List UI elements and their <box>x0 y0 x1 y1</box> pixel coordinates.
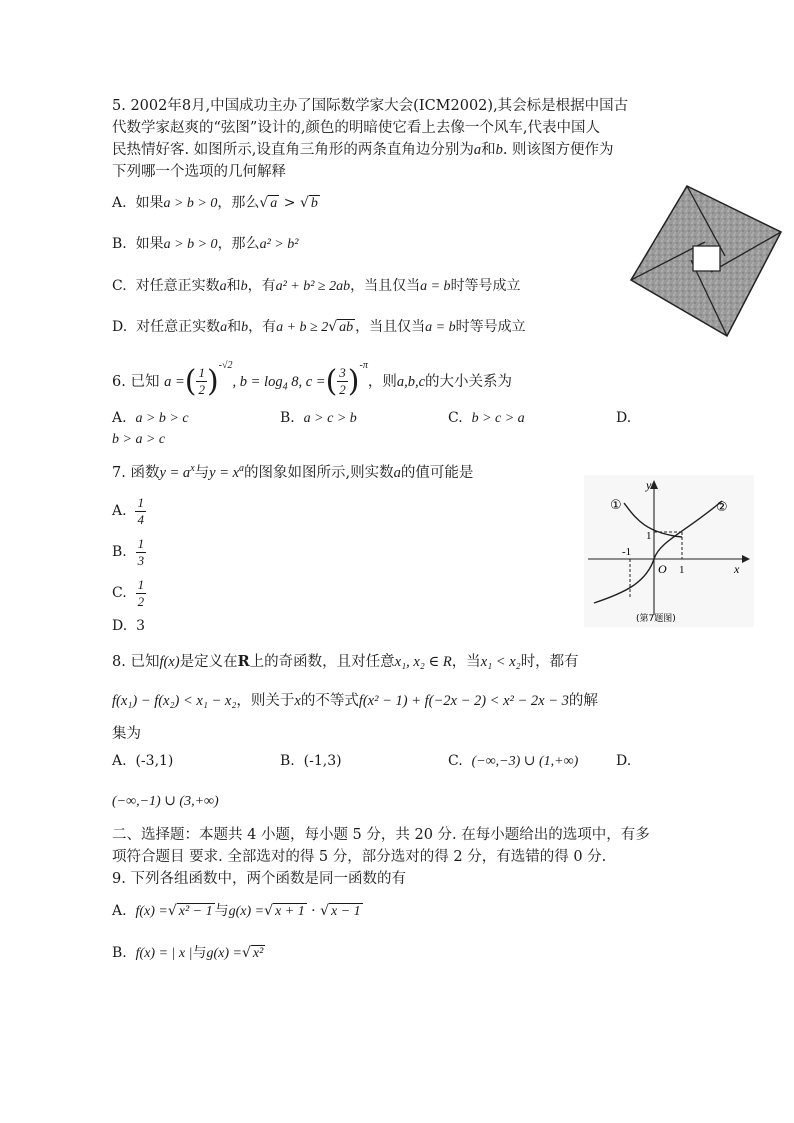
q6-frac-2: $\frac{3}{2}$ <box>339 365 346 398</box>
q8-ineq-2: f(x² − 1) + f(−2x − 2) < x² − 2x − 3 <box>358 693 569 709</box>
q8-option-a <box>112 753 173 769</box>
q6-option-d: b > a > c <box>112 432 166 447</box>
q8-line-1 <box>112 650 579 671</box>
option-math: a = b <box>425 320 456 335</box>
option-math: a > c > b <box>303 411 357 426</box>
option-text: 和 <box>226 278 241 294</box>
q8-text: 时，都有 <box>520 654 579 670</box>
q8-text: 的解 <box>568 693 598 709</box>
option-math: b > c > a <box>471 411 525 426</box>
q8-text: 是定义在 <box>179 654 238 670</box>
q8-option-d: (−∞,−1) ∪ (3,+∞) <box>112 794 219 809</box>
tick-label-xm1: -1 <box>622 546 632 558</box>
option-label: A. <box>112 903 127 919</box>
option-text: 如果 <box>135 236 164 252</box>
q5-and: 和 <box>481 142 496 158</box>
q6-vars: a,b,c <box>396 373 426 390</box>
q9-stem: 9. 下列各组函数中，两个函数是同一函数的有 <box>112 871 406 887</box>
option-text: 对任意正实数 <box>136 319 221 335</box>
q7-f2-exp: a <box>239 463 245 475</box>
q6-prefix: 6. 已知 <box>112 373 160 390</box>
q6-log-base: 4 <box>282 381 288 393</box>
option-label: D. <box>112 618 128 634</box>
option-math: a <box>270 196 278 211</box>
q9-option-a: A. f(x) =√ x² − 1 与g(x) =√ x + 1 · √ x − 1 <box>112 903 361 919</box>
option-label: A. <box>112 753 127 769</box>
q7-var: a <box>393 465 401 481</box>
option-value: (-3,1) <box>135 753 174 769</box>
option-math: ab <box>339 320 354 335</box>
curve-1-label: ① <box>610 498 622 513</box>
option-text: 与 <box>192 945 207 961</box>
q8-text: 上的奇函数，且对任意 <box>249 654 395 670</box>
q7-f2: y = x <box>209 465 240 481</box>
axis-label-x: x <box>734 562 740 576</box>
option-label: B. <box>280 753 295 769</box>
q5-var-b: b <box>495 142 503 158</box>
q6-suffix-2: 的大小关系为 <box>425 373 513 390</box>
option-text: 对任意正实数 <box>135 278 220 294</box>
option-label: C. <box>448 410 463 426</box>
q7-with: 与 <box>194 465 210 481</box>
option-math: x + 1 <box>275 904 305 919</box>
q8-cond: x₁ < x₂ <box>480 654 521 670</box>
option-math: · <box>306 903 321 919</box>
option-math: a + b ≥ 2 <box>276 320 329 335</box>
option-math: g(x) = <box>228 904 265 919</box>
q6-b-eq: , b = log <box>232 373 283 390</box>
tick-label-y1: 1 <box>646 530 652 542</box>
option-label: B. <box>112 945 127 961</box>
q8-option-b <box>280 753 342 769</box>
option-label: B. <box>112 236 127 252</box>
q5-option-d: D. 对任意正实数a和b，有a + b ≥ 2√ ab ，当且仅当a = b时等号成立 <box>112 319 526 335</box>
option-math: f(x) = <box>135 904 168 919</box>
inner-square <box>693 246 720 271</box>
q5-line-3-text: 民热情好客. 如图所示,设直角三角形的两条直角边分别为 <box>112 142 474 158</box>
option-label: A. <box>112 195 127 211</box>
q6-stem: 6. 已知 a =( $\frac{1}{2}$ )$^{-√2}$, $b = \log_4 8$, c =( $\frac{3}{2}$ )$^{-\pi}$，则a,b,c的大小关系为 <box>112 360 513 399</box>
q8-line-3: 集为 <box>112 726 141 742</box>
q5-line-3 <box>112 139 614 161</box>
q5-option-c <box>112 275 521 295</box>
q6-a-eq: a = <box>164 373 185 390</box>
option-text: ，那么 <box>217 195 260 211</box>
q6-frac-1: $\frac{1}{2}$ <box>198 365 205 398</box>
option-math: x² − 1 <box>178 904 213 919</box>
option-text: 与 <box>214 903 229 919</box>
option-math: a² + b² ≥ 2ab <box>275 279 351 294</box>
axis-label-y: y <box>646 478 652 492</box>
option-label: D. <box>112 319 128 335</box>
option-text: 时等号成立 <box>455 319 526 335</box>
option-text: ，当且仅当 <box>350 278 421 294</box>
option-label: A. <box>112 503 127 519</box>
q6-option-a <box>112 410 189 427</box>
q6-exp-2: -π <box>359 360 368 371</box>
q7-suffix-2: 的值可能是 <box>400 465 474 481</box>
option-math: a = b <box>420 279 451 294</box>
q7-f1-exp: x <box>190 463 195 475</box>
q6-b-arg: 8, c = <box>287 373 326 390</box>
q5-option-b <box>112 233 298 253</box>
option-math: a² > b² <box>259 237 299 252</box>
option-text: ，那么 <box>217 236 260 252</box>
q7-option-b <box>112 535 146 569</box>
q7-option-a <box>112 494 146 528</box>
q8-x: x <box>294 693 301 709</box>
option-label: B. <box>112 544 127 560</box>
tick-label-x1: 1 <box>679 564 685 576</box>
option-label: A. <box>112 410 127 426</box>
q8-option-c <box>448 753 578 770</box>
option-math: a > b > 0 <box>163 196 218 211</box>
curve-2-label: ② <box>716 500 728 515</box>
q8-text: ，则关于 <box>236 693 295 709</box>
q8-ineq: f(x₁) − f(x₂) < x₁ − x₂ <box>112 693 237 709</box>
option-math: b <box>241 320 249 335</box>
q8-text: 的不等式 <box>300 693 359 709</box>
option-text: ，有 <box>247 278 276 294</box>
option-math: x² <box>252 946 264 961</box>
origin-label: O <box>658 562 667 576</box>
option-label: C. <box>112 585 127 601</box>
option-label: C. <box>448 753 463 769</box>
section-2-line-1: 二、选择题：本题共 4 小题，每小题 5 分，共 20 分. 在每小题给出的选项中，有多 <box>112 827 650 843</box>
option-math: > <box>279 195 300 211</box>
q8-prefix: 8. 已知 <box>112 654 160 670</box>
option-math: a <box>220 320 228 335</box>
option-text: 和 <box>227 319 242 335</box>
q8-fx: f(x) <box>159 654 180 670</box>
option-math: a > b > c <box>135 411 189 426</box>
option-math: x − 1 <box>331 904 361 919</box>
q7-prefix: 7. 函数 <box>112 465 160 481</box>
option-value: (-1,3) <box>303 753 342 769</box>
option-text: ，当且仅当 <box>355 319 426 335</box>
option-math: f(x) = | x | <box>135 946 193 961</box>
q6-option-c <box>448 410 525 427</box>
option-text: ，有 <box>248 319 277 335</box>
q6-exp-1: -√2 <box>218 360 233 371</box>
section-2-line-2: 项符合题目 要求. 全部选对的得 5 分，部分选对的得 2 分，有选错的得 0 分. <box>112 849 607 865</box>
option-math: b <box>240 279 248 294</box>
q7-option-c <box>112 576 146 610</box>
q5-option-a: A. 如果a > b > 0，那么√ a > √ b <box>112 195 318 211</box>
figure-caption: (第7题图) <box>636 614 676 624</box>
q6-suffix: ，则 <box>367 373 397 390</box>
q6-option-d-label: D. <box>616 410 632 426</box>
q7-stem <box>112 461 473 482</box>
q8-vars: x₁, x₂ ∈ R <box>394 654 452 670</box>
option-text: 时等号成立 <box>450 278 521 294</box>
option-label: C. <box>112 278 127 294</box>
option-value: (−∞,−3) ∪ (1,+∞) <box>471 754 579 769</box>
q8-line-2 <box>112 689 598 710</box>
option-math: a > b > 0 <box>163 237 218 252</box>
q7-graph <box>584 475 754 627</box>
q5-var-a: a <box>473 142 482 158</box>
q5-line-3-end: . 则该图方便作为 <box>502 142 614 158</box>
option-math: g(x) = <box>206 946 242 961</box>
option-label: B. <box>280 410 295 426</box>
q5-line-4: 下列哪一个选项的几何解释 <box>112 164 286 180</box>
q8-real-set: R <box>237 653 250 670</box>
q9-option-b: B. f(x) = | x |与g(x) =√ x² <box>112 945 264 961</box>
q7-f1: y = a <box>159 465 191 481</box>
q5-line-2: 代数学家赵爽的“弦图”设计的,颜色的明暗使它看上去像一个风车,代表中国人 <box>112 120 601 136</box>
q7-suffix: 的图象如图所示,则实数 <box>244 465 394 481</box>
option-value: 3 <box>136 618 146 634</box>
q6-option-b <box>280 410 357 427</box>
q5-line-1: 5. 2002年8月,中国成功主办了国际数学家大会(ICM2002),其会标是根据中国古 <box>112 98 629 114</box>
q7-option-d <box>112 618 145 634</box>
option-fraction: $\frac{1}{4}$ <box>137 494 144 527</box>
option-fraction: $\frac{1}{2}$ <box>137 576 145 609</box>
option-text: 如果 <box>135 195 164 211</box>
q8-text: ，当 <box>451 654 481 670</box>
option-fraction: $\frac{1}{3}$ <box>137 535 145 568</box>
option-math: a <box>219 279 227 294</box>
xian-tu-figure <box>625 180 785 340</box>
q8-option-d-label: D. <box>616 753 632 769</box>
option-math: b <box>310 196 318 211</box>
